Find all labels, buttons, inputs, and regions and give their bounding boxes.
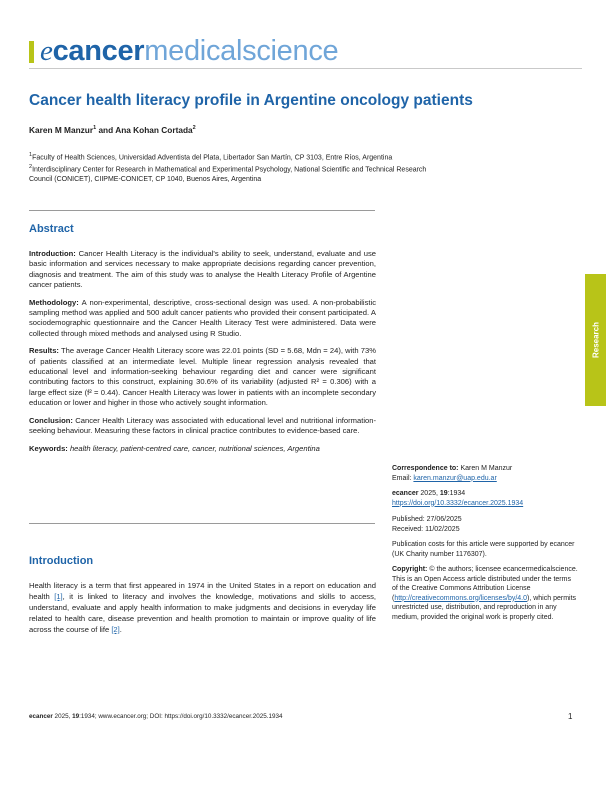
logo-medicalscience: medicalscience: [144, 35, 339, 67]
affiliation-2: $^2$Interdisciplinary Center for Research in Mathematical and Experimental Psychology, National Scientific and Technical Research Council (CONICET), CIIPME-CONICET, CP 1040, Buenos Aires, Argentina: [29, 163, 427, 183]
header-divider: [29, 68, 582, 69]
author-and: and: [96, 125, 116, 135]
dates-block: [392, 515, 578, 534]
abstract-top-rule: [29, 210, 375, 211]
abstract-introduction: Introduction: Cancer Health Literacy is the individual's ability to seek, understand, evaluate and use basic information and services necessary to make appropriate decisions regarding cancer prevention, diagnosis and treatment. The aim of this study was to analyse the Health Literacy Profile of Argentine cancer patients.: [29, 249, 376, 290]
abstract-conclusion: Conclusion: Cancer Health Literacy was associated with educational level and nutritional information-seeking behaviour. Measuring these factors in clinical practice contributes to evidence-based care.: [29, 415, 376, 436]
email-link[interactable]: karen.manzur@uap.edu.ar: [413, 474, 497, 482]
published-date: Published: 27/06/2025: [392, 516, 462, 523]
page-footer: ecancer 2025, 19:1934; www.ecancer.org; DOI: https://doi.org/10.3332/ecancer.2025.1934: [29, 713, 283, 720]
page-number: 1: [568, 712, 573, 721]
abstract-body: [29, 249, 376, 461]
author-1-affil: 1: [93, 125, 97, 132]
citation-line: ecancer 2025, 19:1934: [392, 490, 466, 497]
abstract-methodology: Methodology: A non-experimental, descriptive, cross-sectional design was used. A non-probabilistic sampling method was applied and 500 adult cancer patients who provided their consent participated. A sociodemographic questionnaire and the Cancer Health Literacy Test were administered. Data were collected through mixed methods and analysed using R Studio.: [29, 297, 376, 338]
affiliations: [29, 151, 449, 184]
footer-journal: ecancer: [29, 713, 53, 720]
publication-costs: Publication costs for this article were supported by ecancer (UK Charity number 1176307).: [392, 541, 575, 558]
author-2-affil: 2: [192, 125, 196, 132]
citation-block: [392, 489, 578, 508]
author-list: [29, 125, 196, 135]
introduction-paragraph: Health literacy is a term that first appeared in 1974 in the United States in a report on education and health [1], it is linked to literacy and involves the knowledge, motivations and skills to access, understand, evaluate and apply health information to make judgments and decisions in everyday life related to health care, disease prevention and health promotion to maintain or improve quality of life across the course of life [2].: [29, 581, 376, 634]
introduction-body: [29, 580, 376, 635]
reference-link-1[interactable]: [1]: [54, 592, 63, 601]
doi-link[interactable]: https://doi.org/10.3332/ecancer.2025.1934: [392, 499, 524, 507]
received-date: Received: 11/02/2025: [392, 525, 460, 533]
author-2: Ana Kohan Cortada: [115, 125, 193, 135]
license-link[interactable]: http://creativecommons.org/licenses/by/4.0: [394, 594, 528, 602]
journal-logo[interactable]: [40, 34, 338, 68]
logo-accent-bar: [29, 41, 34, 63]
abstract-results: Results: The average Cancer Health Literacy score was 22.01 points (SD = 5.68, Mdn = 24), with 73% of patients classified at an intermediate level. Multiple linear regression analysis revealed that educational level and information-seeking behaviour regarding diet and cancer were significant contributing factors to this construct, explaining 30.6% of its variability (adjusted R² = 0.306) with a large effect size (f² = 0.44). Cancer Health Literacy was lower in patients with an incomplete secondary education or lower and higher in those who actively sought information.: [29, 346, 376, 408]
article-title: Cancer health literacy profile in Argentine oncology patients: [29, 92, 473, 109]
copyright-block: Copyright: © the authors; licensee ecancermedicalscience. This is an Open Access article distributed under the terms of the Creative Commons Attribution License (http://creativecommons.org/licenses/by/4.0), which permits unrestricted use, distribution, and reproduction in any medium, provided the original work is properly cited.: [392, 566, 578, 621]
correspondence: Correspondence to: Karen M Manzur: [392, 465, 513, 472]
abstract-bottom-rule: [29, 523, 375, 524]
section-tab: [585, 274, 606, 406]
section-tab-label: Research: [591, 321, 600, 359]
abstract-heading: Abstract: [29, 223, 74, 235]
affiliation-1: $^1$Faculty of Health Sciences, Universidad Adventista del Plata, Libertador San Martín, CP 3103, Entre Ríos, Argentina: [29, 152, 393, 162]
email-line: Email: karen.manzur@uap.edu.ar: [392, 474, 497, 482]
correspondence-block: [392, 464, 578, 483]
logo-e: e: [40, 35, 53, 67]
reference-link-2[interactable]: [2]: [111, 625, 120, 634]
abstract-keywords: Keywords: health literacy, patient-centred care, cancer, nutritional sciences, Argentina: [29, 443, 320, 453]
author-1: Karen M Manzur: [29, 125, 94, 135]
logo-cancer: cancer: [52, 35, 145, 67]
introduction-heading: Introduction: [29, 555, 94, 567]
